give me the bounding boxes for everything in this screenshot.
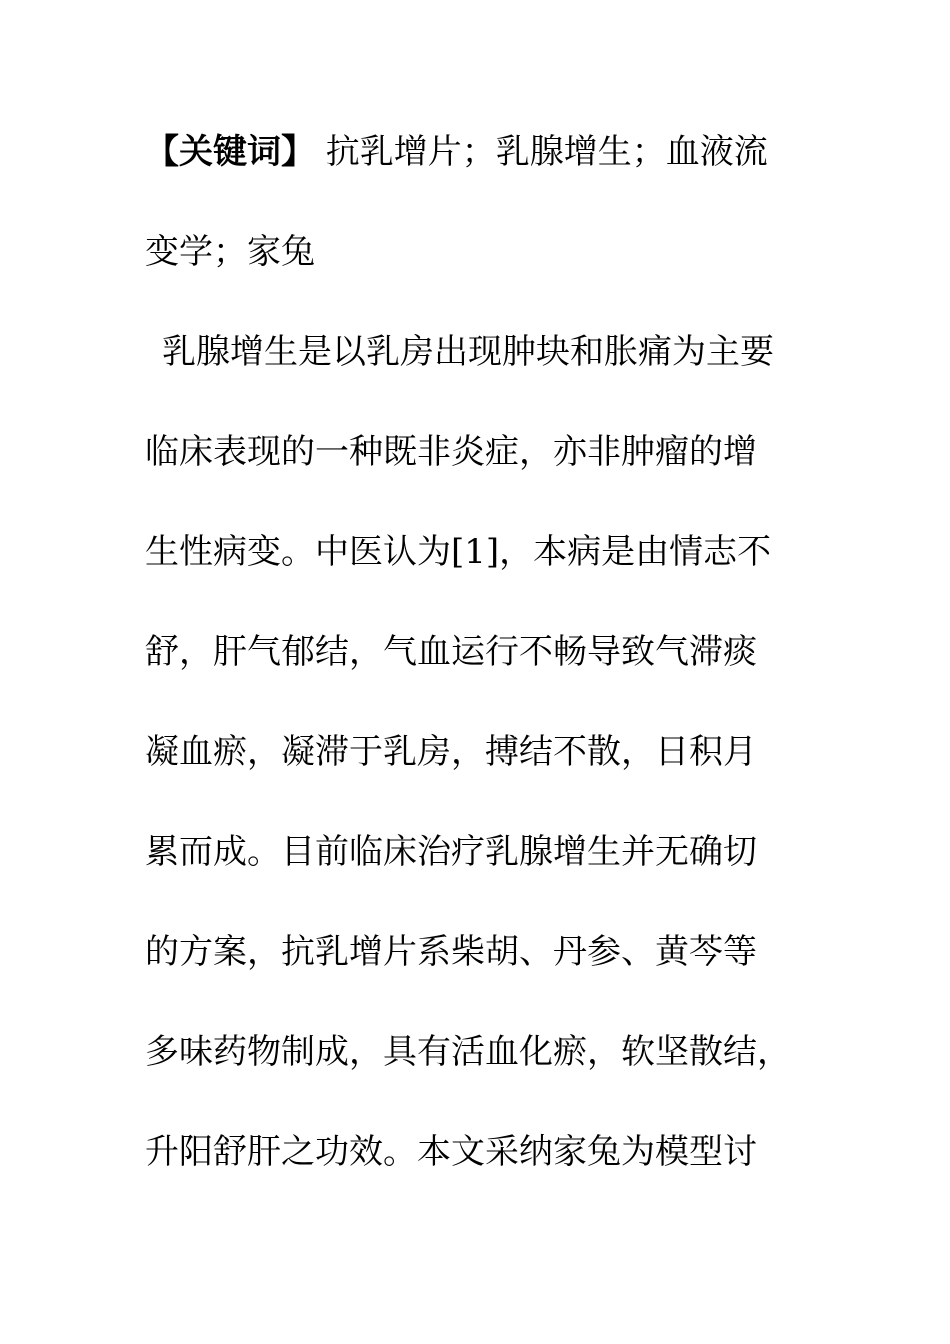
keywords-label: 【关键词】 [145,132,315,172]
paragraph-line: 的方案，抗乳增片系柴胡、丹参、黄芩等 [145,932,757,972]
paragraph-line: 临床表现的一种既非炎症，亦非肿瘤的增 [145,432,757,472]
paragraph-line: 生性病变。中医认为[1]，本病是由情志不 [145,532,772,572]
paragraph-line: 乳腺增生是以乳房出现肿块和胀痛为主要 [162,332,774,372]
paragraph-line: 多味药物制成，具有活血化瘀，软坚散结， [145,1032,791,1072]
paragraph-line: 凝血瘀，凝滞于乳房，搏结不散，日积月 [145,732,757,772]
paragraph-line: 累而成。目前临床治疗乳腺增生并无确切 [145,832,757,872]
paragraph-line: 升阳舒肝之功效。本文采纳家兔为模型讨 [145,1132,757,1172]
keywords-line-2: 变学；家兔 [145,232,315,272]
keywords-text: 抗乳增片；乳腺增生；血液流 [315,132,768,172]
keywords-line-1 [145,132,805,172]
paragraph-line: 舒，肝气郁结，气血运行不畅导致气滞痰 [145,632,757,672]
